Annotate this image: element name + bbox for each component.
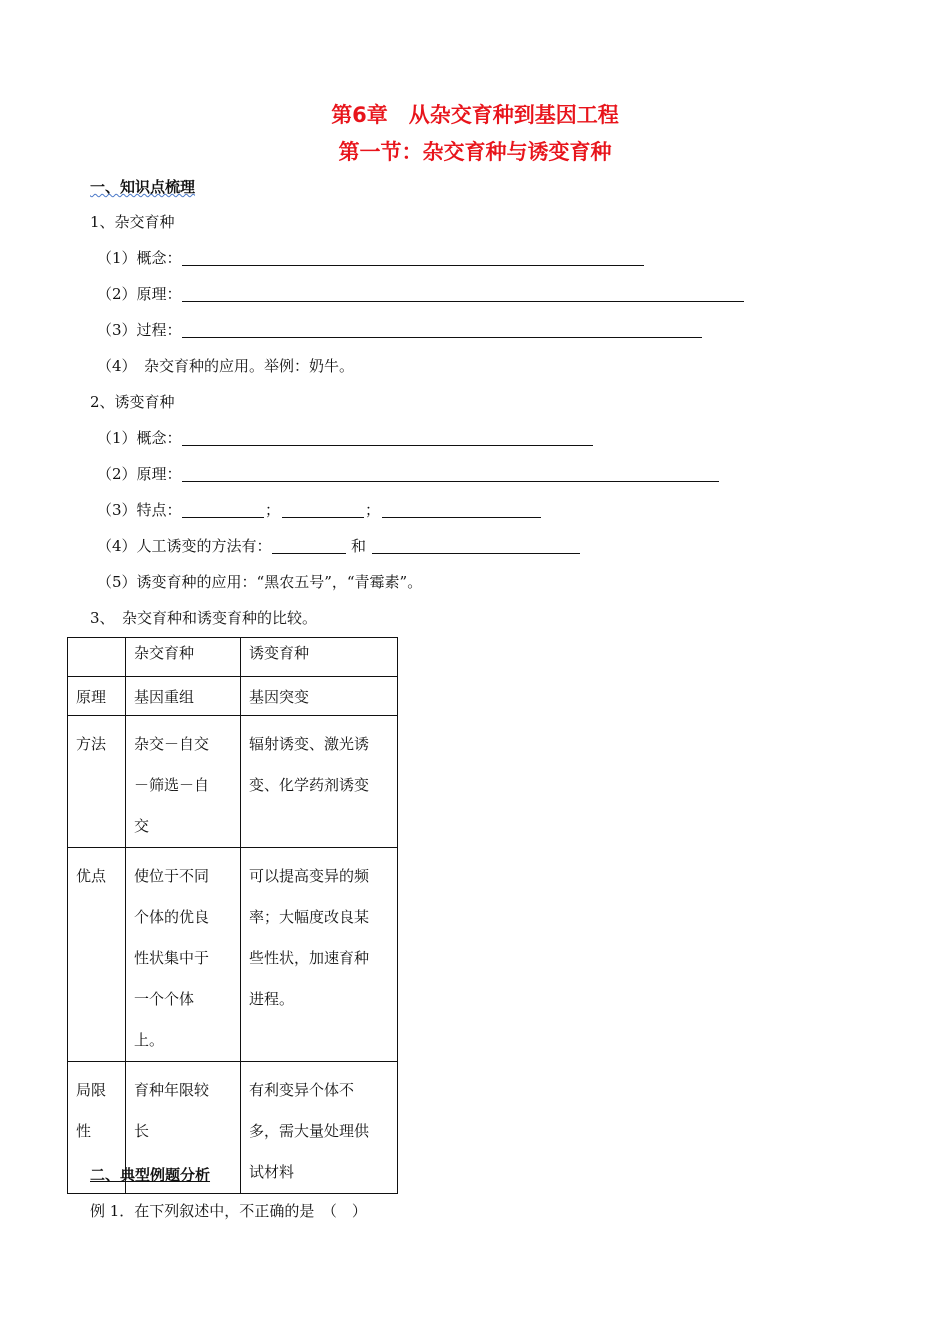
method-blank-2[interactable]: [372, 538, 580, 554]
table-cell: 有利变异个体不 多，需大量处理供 试材料: [241, 1062, 398, 1194]
hybrid-principle-line: [97, 283, 744, 304]
mutation-principle-label: （2）原理：: [97, 465, 182, 483]
row-label: 优点: [68, 848, 126, 1062]
mutation-principle-line: [97, 463, 719, 484]
row-label: 原理: [68, 677, 126, 716]
mutation-features-label: （3）特点：: [97, 501, 182, 519]
mutation-concept-line: [97, 427, 593, 448]
mutation-concept-label: （1）概念：: [97, 429, 182, 447]
hybrid-process-label: （3）过程：: [97, 321, 182, 339]
mutation-features-line: [97, 499, 541, 520]
table-header-cell: 杂交育种: [126, 638, 241, 677]
hybrid-application: （4） 杂交育种的应用。举例：奶牛。: [97, 357, 355, 375]
feature-blank-2[interactable]: [282, 502, 364, 518]
table-cell: 杂交－自交 －筛选－自 交: [126, 716, 241, 848]
row-label: 方法: [68, 716, 126, 848]
features-separator: ；: [365, 501, 381, 519]
knowledge-heading: 一、知识点梳理: [90, 178, 196, 196]
table-row: [68, 677, 398, 716]
hybrid-principle-label: （2）原理：: [97, 285, 182, 303]
table-row: [68, 848, 398, 1062]
mutation-concept-blank[interactable]: [182, 430, 593, 446]
table-cell: 基因突变: [241, 677, 398, 716]
table-header-cell: [68, 638, 126, 677]
hybrid-process-blank[interactable]: [182, 322, 702, 338]
mutation-application: （5）诱变育种的应用：“黑农五号”，“青霉素”。: [97, 573, 423, 591]
comparison-table: [67, 637, 398, 1194]
feature-blank-1[interactable]: [182, 502, 264, 518]
hybrid-concept-blank[interactable]: [182, 250, 644, 266]
table-cell: 使位于不同 个体的优良 性状集中于 一个个体 上。: [126, 848, 241, 1062]
features-separator: ；: [265, 501, 281, 519]
chapter-title: 第6章 从杂交育种到基因工程: [331, 103, 619, 127]
methods-and: 和: [351, 537, 367, 555]
section-title: 第一节：杂交育种与诱变育种: [338, 140, 612, 164]
table-cell: 辐射诱变、激光诱 变、化学药剂诱变: [241, 716, 398, 848]
table-cell: 可以提高变异的频 率；大幅度改良某 些性状，加速育种 进程。: [241, 848, 398, 1062]
mutation-methods-line: [97, 535, 580, 556]
table-header-cell: 诱变育种: [241, 638, 398, 677]
example-1: 例 1．在下列叙述中，不正确的是 （ ）: [90, 1202, 367, 1220]
feature-blank-3[interactable]: [382, 502, 541, 518]
table-header-row: [68, 638, 398, 677]
hybrid-principle-blank[interactable]: [182, 286, 744, 302]
table-row: [68, 716, 398, 848]
mutation-principle-blank[interactable]: [182, 466, 719, 482]
examples-heading: 二、典型例题分析: [90, 1166, 211, 1184]
hybrid-process-line: [97, 319, 702, 340]
hybrid-concept-label: （1）概念：: [97, 249, 182, 267]
method-blank-1[interactable]: [272, 538, 346, 554]
table-cell: 育种年限较 长: [126, 1062, 241, 1194]
mutation-methods-label: （4）人工诱变的方法有：: [97, 537, 272, 555]
mutation-breeding-title: 2、诱变育种: [90, 393, 175, 411]
hybrid-breeding-title: 1、杂交育种: [90, 213, 175, 231]
comparison-title: 3、 杂交育种和诱变育种的比较。: [90, 609, 318, 627]
row-label: 局限 性: [68, 1062, 126, 1194]
hybrid-concept-line: [97, 247, 644, 268]
table-cell: 基因重组: [126, 677, 241, 716]
